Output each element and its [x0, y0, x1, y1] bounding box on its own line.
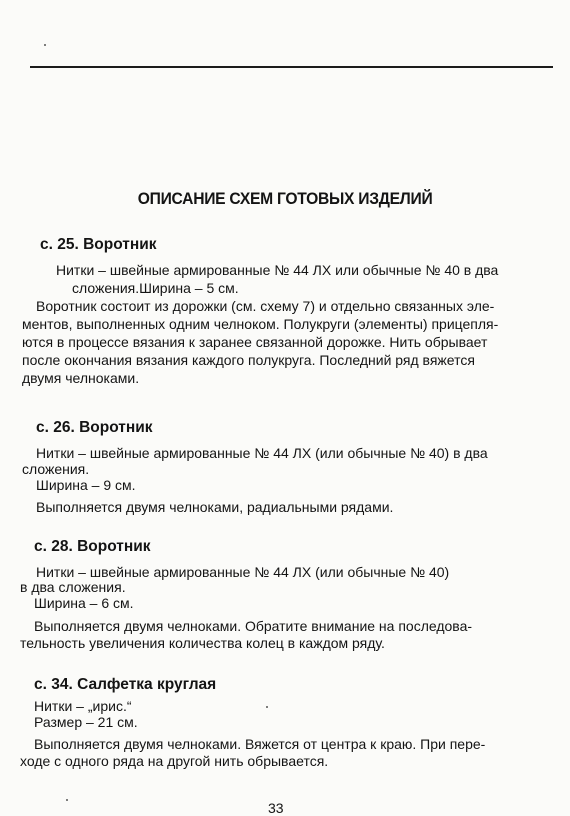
body-line: Выполняется двумя челноками. Обратите внимание на последова- [34, 618, 473, 634]
section-heading: с. 25. Воротник [40, 236, 157, 253]
top-rule [30, 66, 553, 68]
threads-line: сложения. [22, 461, 90, 477]
body-line: Воротник состоит из дорожки (см. схему 7) и отдельно связанных эле- [36, 298, 495, 314]
section-heading: с. 26. Воротник [36, 419, 153, 436]
body-line: Выполняется двумя челноками, радиальными рядами. [36, 499, 394, 515]
threads-line: сложения.Ширина – 5 см. [72, 280, 239, 296]
body-line: ются в процессе вязания к заранее связанной дорожке. Нить обрывает [22, 334, 488, 350]
body-line: ментов, выполненных одним челноком. Полукруги (элементы) прицепля- [22, 316, 499, 332]
body-line: двумя челноками. [22, 370, 140, 386]
page-title: ОПИСАНИЕ СХЕМ ГОТОВЫХ ИЗДЕЛИЙ [137, 189, 433, 208]
threads-line: Нитки – „ирис.“ [34, 698, 132, 714]
body-line: ходе с одного ряда на другой нить обрывается. [20, 753, 329, 769]
scan-speck [66, 799, 68, 801]
body-line: после окончания вязания каждого полукруга. Последний ряд вяжется [22, 352, 475, 368]
page-number: 33 [268, 800, 284, 816]
scan-speck [44, 44, 46, 46]
scan-speck [266, 706, 268, 708]
threads-line: Нитки – швейные армированные № 44 ЛХ или обычные № 40 в два [56, 262, 499, 278]
body-line: Выполняется двумя челноками. Вяжется от центра к краю. При пере- [34, 736, 486, 752]
threads-line: в два сложения. [20, 579, 126, 595]
threads-line: Нитки – швейные армированные № 44 ЛХ (или обычные № 40) [36, 564, 450, 580]
section-heading: с. 34. Салфетка круглая [34, 676, 217, 693]
threads-line: Ширина – 6 см. [34, 595, 134, 611]
threads-line: Ширина – 9 см. [36, 477, 136, 493]
threads-line: Нитки – швейные армированные № 44 ЛХ (или обычные № 40) в два [36, 445, 488, 461]
section-heading: с. 28. Воротник [34, 538, 151, 555]
threads-line: Размер – 21 см. [34, 714, 138, 730]
body-line: тельность увеличения количества колец в каждом ряду. [20, 635, 385, 651]
